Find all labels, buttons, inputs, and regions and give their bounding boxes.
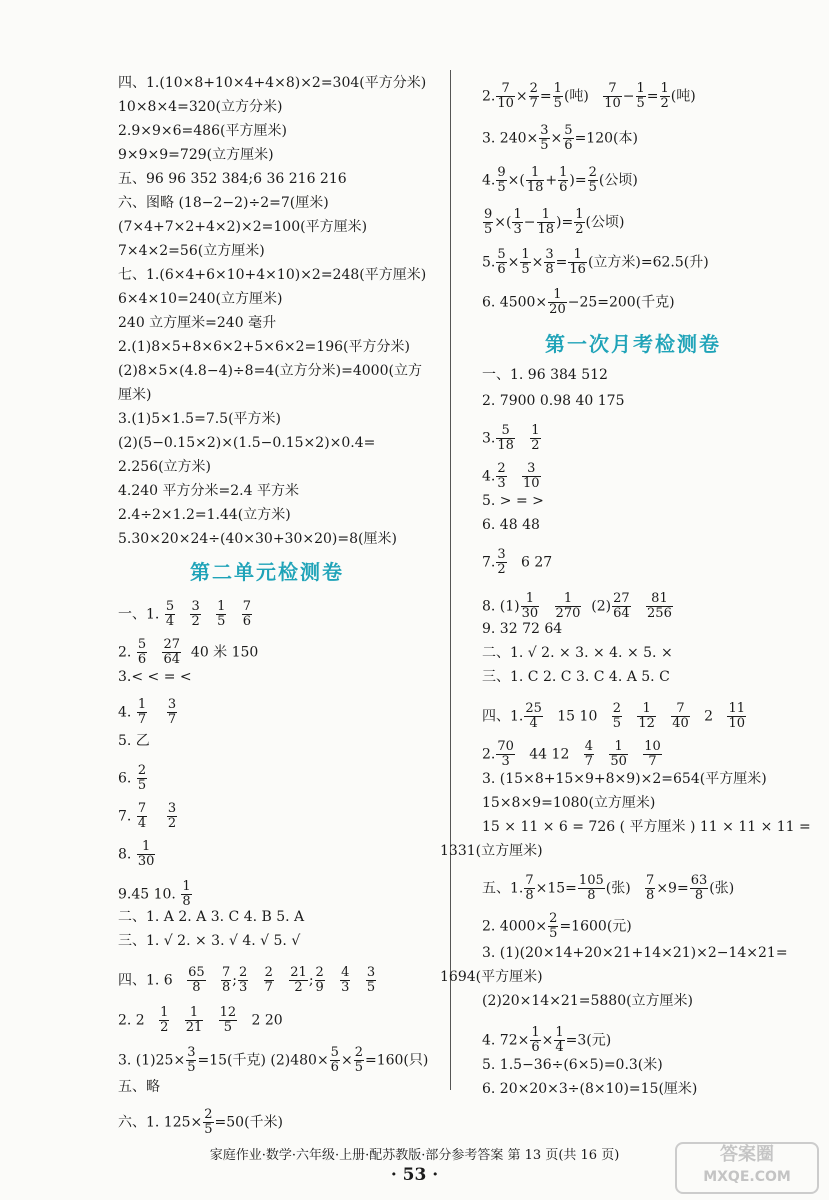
page-number: · 53 ·: [390, 1165, 439, 1185]
answer-line: 7. $\frac{3}{2}$ 6 27: [482, 547, 553, 577]
answer-text: 2 20: [251, 1012, 283, 1029]
item-prefix: 2.: [118, 644, 132, 661]
answer-line: 2. $\frac{70}{3}$ 44 12 $\frac{4}{7}$ $\frac{1}{50}$ $\frac{10}{7}$: [482, 739, 661, 769]
answer-line: 2.(1)8×5+8×6×2+5×6×2=196(平方分米): [118, 339, 410, 355]
fraction: $\frac{7}{4}$: [137, 801, 147, 831]
answer-line: (2)8×5×(4.8−4)÷8=4(立方分米)=4000(立方: [118, 363, 422, 379]
section-title: 第一次月考检测卷: [545, 332, 721, 356]
answer-line: 2. $\frac{7}{10}$ × $\frac{2}{7}$ = $\frac{1}{5}$ (吨) $\frac{7}{10}$ − $\frac{1}{5}$ = $\frac{1}{2}$ (吨): [482, 81, 696, 111]
answer-line: 5. 1.5−36÷(6×5)=0.3(米): [482, 1057, 663, 1073]
fraction: $\frac{3}{5}$: [187, 1045, 196, 1075]
fraction: $\frac{2}{9}$: [315, 965, 324, 995]
answer-line: 3. (1)(20×14+20×21+14×21)×2−14×21=: [482, 945, 788, 961]
fraction: $\frac{3}{10}$: [523, 461, 540, 491]
fraction: $\frac{11}{10}$: [728, 701, 745, 731]
answer-line: [118, 600, 253, 629]
fraction: $\frac{1}{21}$: [185, 1005, 203, 1035]
fraction: $\frac{12}{5}$: [219, 1005, 237, 1035]
fraction: $\frac{25}{4}$: [525, 701, 542, 731]
answer-line: 2.4÷2×1.2=1.44(立方米): [118, 507, 291, 523]
fraction: $\frac{70}{3}$: [497, 739, 514, 769]
fraction: $\frac{5}{6}$: [137, 637, 147, 667]
fraction: $\frac{7}{8}$: [221, 965, 231, 995]
fraction: $\frac{1}{4}$: [555, 1025, 564, 1055]
fraction: $\frac{1}{18}$: [537, 207, 555, 237]
answer-line: 6. 20×20×3÷(8×10)=15(厘米): [482, 1081, 698, 1097]
answer-line: 5. > = >: [482, 493, 544, 509]
fraction: $\frac{1}{30}$: [521, 591, 539, 621]
answer-line: (2)20×14×21=5880(立方厘米): [482, 993, 694, 1009]
fraction: $\frac{1}{5}$: [217, 599, 226, 629]
answer-line: 4.240 平方分米=2.4 平方米: [118, 483, 299, 499]
answer-line: 1694(平方厘米): [440, 969, 543, 985]
fraction: $\frac{2}{5}$: [204, 1107, 213, 1137]
column-divider: [450, 70, 451, 1090]
fraction: $\frac{7}{8}$: [646, 873, 655, 903]
answer-line: 四、1.(10×8+10×4+4×8)×2=304(平方分米): [118, 75, 427, 91]
answer-line: 2. 7900 0.98 40 175: [482, 393, 625, 409]
answer-line: 4. 72× $\frac{1}{6}$ × $\frac{1}{4}$ =3(元): [482, 1025, 612, 1055]
fraction: $\frac{4}{3}$: [341, 965, 350, 995]
fraction: $\frac{5}{6}$: [330, 1045, 339, 1075]
answer-line: 15 × 11 × 6 = 726 ( 平方厘米 ) 11 × 11 × 11 =: [482, 819, 811, 835]
answer-line: 五、略: [118, 1079, 160, 1095]
answer-line: (2)(5−0.15×2)×(1.5−0.15×2)×0.4=: [118, 435, 376, 451]
answer-line: (7×4+7×2+4×2)×2=100(平方厘米): [118, 219, 368, 235]
answer-line: 15×8×9=1080(立方厘米): [482, 795, 656, 811]
answer-line: 6. 48 48: [482, 517, 540, 533]
fraction: $\frac{1}{5}$: [636, 81, 645, 111]
answer-line: 2. 4000× $\frac{2}{5}$ =1600(元): [482, 911, 632, 941]
answer-line: 6. 4500× $\frac{1}{20}$ −25=200(千克): [482, 287, 675, 317]
fraction: $\frac{10}{7}$: [644, 739, 661, 769]
fraction: $\frac{3}{2}$: [191, 599, 200, 629]
answer-line: 9×9×9=729(立方厘米): [118, 147, 274, 163]
fraction: $\frac{27}{64}$: [163, 637, 180, 667]
fraction: $\frac{1}{2}$: [575, 207, 584, 237]
answer-line: 2.256(立方米): [118, 459, 212, 475]
item-prefix: 4.: [118, 704, 132, 721]
fraction: $\frac{3}{8}$: [545, 247, 554, 277]
answer-line: 五、96 96 352 384;6 36 216 216: [118, 171, 347, 187]
fraction: $\frac{7}{10}$: [497, 81, 514, 111]
answer-line: 四、1. 6 $\frac{65}{8}$ $\frac{7}{8}$ ; $\frac{2}{3}$ $\frac{2}{7}$ $\frac{21}{2}$ ; $\frac{2}{9}$ $\frac{4}{3}$ $\frac{3}{5}$: [118, 965, 376, 995]
fraction: $\frac{2}{3}$: [497, 461, 506, 491]
answer-line: 五、1. $\frac{7}{8}$ ×15= $\frac{105}{8}$ (张) $\frac{7}{8}$ ×9= $\frac{63}{8}$ (张): [482, 873, 735, 903]
answer-line: [118, 880, 193, 909]
answer-line: 一、1. 96 384 512: [482, 367, 608, 383]
answer-line: [118, 638, 258, 667]
fraction: $\frac{1}{3}$: [513, 207, 522, 237]
fraction: $\frac{1}{5}$: [521, 247, 530, 277]
answer-line: 四、1. $\frac{25}{4}$ 15 10 $\frac{2}{5}$ $\frac{1}{12}$ $\frac{7}{40}$ 2 $\frac{11}{10}$: [482, 701, 745, 731]
fraction: $\frac{2}{5}$: [354, 1045, 363, 1075]
item-prefix: 一、1.: [118, 606, 160, 623]
answer-line: 六、1. 125× $\frac{2}{5}$ =50(千米): [118, 1107, 284, 1137]
answer-line: 六、图略 (18−2−2)÷2=7(厘米): [118, 195, 329, 211]
answer-line: 5. 乙: [118, 733, 150, 749]
fraction: $\frac{9}{5}$: [484, 207, 493, 237]
fraction: $\frac{1}{30}$: [137, 839, 155, 869]
fraction: $\frac{63}{8}$: [690, 873, 708, 903]
fraction: $\frac{7}{6}$: [242, 599, 252, 629]
fraction: $\frac{1}{7}$: [137, 697, 147, 727]
answer-line: 5.30×20×24÷(40×30+30×20)=8(厘米): [118, 531, 397, 547]
fraction: $\frac{21}{2}$: [290, 965, 307, 995]
item-prefix: 6.: [118, 770, 132, 787]
fraction: $\frac{2}{5}$: [137, 763, 147, 793]
fraction: $\frac{1}{50}$: [610, 739, 627, 769]
answer-line: 10×8×4=320(立方分米): [118, 99, 283, 115]
answer-line: 三、1. √ 2. × 3. √ 4. √ 5. √: [118, 933, 301, 949]
fraction: $\frac{3}{5}$: [366, 965, 376, 995]
fraction: $\frac{5}{6}$: [564, 123, 573, 153]
fraction: $\frac{7}{8}$: [525, 873, 534, 903]
answer-line: 8. (1) $\frac{1}{30}$ $\frac{1}{270}$ (2) $\frac{27}{64}$ $\frac{81}{256}$: [482, 591, 672, 621]
answer-line: 二、1. A 2. A 3. C 4. B 5. A: [118, 909, 305, 925]
fraction: $\frac{5}{4}$: [165, 599, 175, 629]
fraction: $\frac{2}{5}$: [588, 165, 597, 195]
fraction: $\frac{1}{5}$: [553, 81, 562, 111]
fraction: $\frac{2}{3}$: [238, 965, 248, 995]
fraction: $\frac{1}{2}$: [531, 423, 540, 453]
fraction: $\frac{5}{6}$: [497, 247, 506, 277]
answer-line: [118, 802, 178, 831]
answer-line: $\frac{9}{5}$ ×( $\frac{1}{3}$ − $\frac{1}{18}$ )= $\frac{1}{2}$ (公顷): [484, 207, 625, 237]
answer-text: 40 米 150: [190, 644, 259, 661]
fraction: $\frac{9}{5}$: [497, 165, 506, 195]
fraction: $\frac{65}{8}$: [188, 965, 205, 995]
fraction: $\frac{105}{8}$: [578, 873, 604, 903]
fraction: $\frac{2}{7}$: [529, 81, 538, 111]
fraction: $\frac{3}{2}$: [497, 547, 506, 577]
fraction: $\frac{1}{16}$: [569, 247, 586, 277]
fraction: $\frac{4}{7}$: [584, 739, 593, 769]
answer-line: [118, 840, 156, 869]
fraction: $\frac{3}{5}$: [540, 123, 549, 153]
fraction: $\frac{1}{12}$: [638, 701, 655, 731]
answer-line: [118, 698, 178, 727]
answer-line: 七、1.(6×4+6×10+4×10)×2=248(平方厘米): [118, 267, 427, 283]
item-prefix: 四、1. 6: [118, 972, 173, 989]
fraction: $\frac{7}{40}$: [672, 701, 689, 731]
fraction: $\frac{1}{8}$: [182, 879, 191, 909]
answer-line: 3. (1)25× $\frac{3}{5}$ =15(千克) (2)480× $\frac{5}{6}$ × $\frac{2}{5}$ =160(只): [118, 1045, 429, 1075]
fraction: $\frac{3}{7}$: [167, 697, 177, 727]
answer-line: 5. $\frac{5}{6}$ × $\frac{1}{5}$ × $\frac{3}{8}$ = $\frac{1}{16}$ (立方米)=62.5(升): [482, 247, 709, 277]
answer-line: [118, 764, 148, 793]
fraction: $\frac{1}{6}$: [531, 1025, 540, 1055]
item-prefix: 7.: [118, 808, 132, 825]
section-title: 第二单元检测卷: [190, 560, 344, 584]
answer-line: 4. $\frac{9}{5}$ ×( $\frac{1}{18}$ + $\frac{1}{6}$ )= $\frac{2}{5}$ (公顷): [482, 165, 638, 195]
fraction: $\frac{1}{6}$: [559, 165, 568, 195]
answer-line: 3. 240× $\frac{3}{5}$ × $\frac{5}{6}$ =120(本): [482, 123, 638, 153]
answer-line: 7×4×2=56(立方厘米): [118, 243, 265, 259]
answer-line: 3.< < = <: [118, 669, 192, 685]
answer-line: 3. $\frac{5}{18}$ $\frac{1}{2}$: [482, 423, 540, 453]
fraction: $\frac{5}{18}$: [497, 423, 514, 453]
item-prefix: 8.: [118, 846, 132, 863]
fraction: $\frac{2}{5}$: [549, 911, 558, 941]
item-prefix: 9.45 10.: [118, 886, 176, 903]
answer-line: 240 立方厘米=240 毫升: [118, 315, 277, 331]
fraction: $\frac{3}{2}$: [167, 801, 177, 831]
answer-line: 三、1. C 2. C 3. C 4. A 5. C: [482, 669, 670, 685]
fraction: $\frac{1}{270}$: [555, 591, 581, 621]
fraction: $\frac{27}{64}$: [613, 591, 630, 621]
fraction: $\frac{2}{7}$: [264, 965, 273, 995]
answer-line: 二、1. √ 2. × 3. × 4. × 5. ×: [482, 645, 673, 661]
fraction: $\frac{7}{10}$: [604, 81, 621, 111]
answer-line: 3.(1)5×1.5=7.5(平方米): [118, 411, 282, 427]
answer-line: 3. (15×8+15×9+8×9)×2=654(平方厘米): [482, 771, 767, 787]
answer-line: 6×4×10=240(立方厘米): [118, 291, 283, 307]
answer-line: 2.9×9×6=486(平方厘米): [118, 123, 287, 139]
answer-line: 4. $\frac{2}{3}$ $\frac{3}{10}$: [482, 461, 540, 491]
watermark-logo: 答案圈 MXQE.COM: [675, 1142, 819, 1194]
answer-line: [118, 1006, 283, 1035]
answer-line: 厘米): [118, 387, 152, 403]
item-prefix: 2. 2: [118, 1012, 145, 1029]
fraction: $\frac{2}{5}$: [612, 701, 621, 731]
fraction: $\frac{1}{2}$: [160, 1005, 169, 1035]
answer-line: 9. 32 72 64: [482, 621, 563, 637]
fraction: $\frac{1}{2}$: [660, 81, 669, 111]
fraction: $\frac{81}{256}$: [647, 591, 672, 621]
answer-line: 1331(立方厘米): [440, 843, 543, 859]
fraction: $\frac{1}{18}$: [526, 165, 544, 195]
fraction: $\frac{1}{20}$: [549, 287, 566, 317]
page-footer: 家庭作业·数学·六年级·上册·配苏教版·部分参考答案 第 13 页(共 16 页): [209, 1148, 620, 1163]
